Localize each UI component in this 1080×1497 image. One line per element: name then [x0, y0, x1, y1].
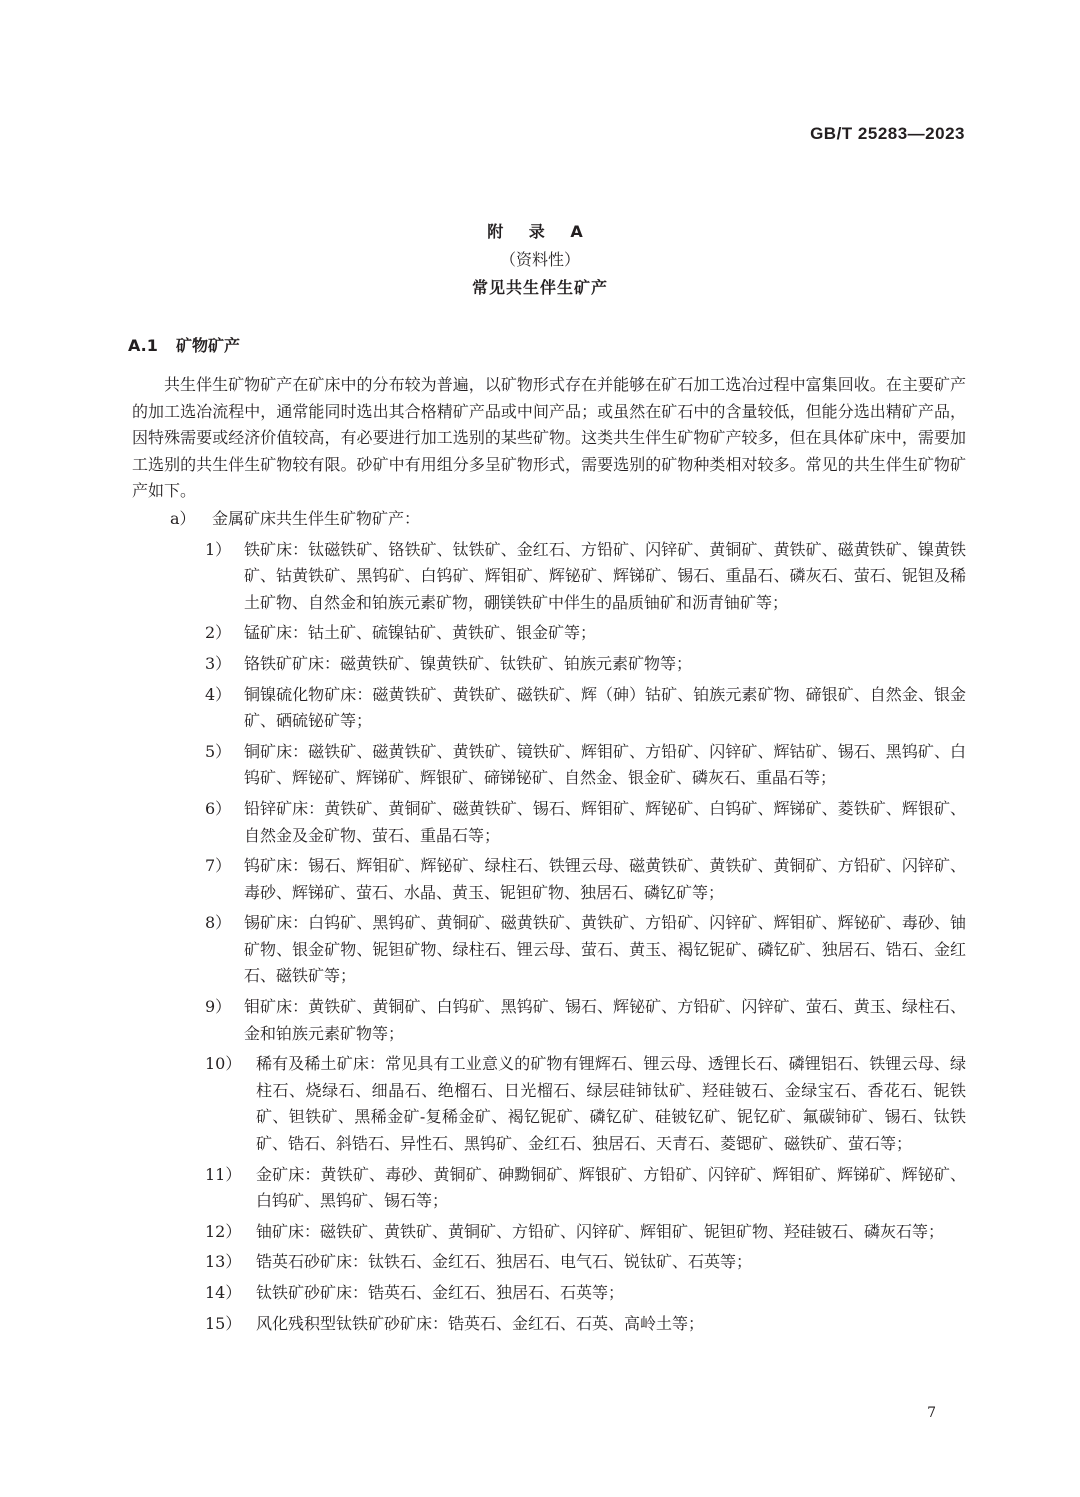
list-item-marker: 12）	[205, 1221, 242, 1241]
list-item-marker: 4）	[205, 684, 232, 704]
list-item-text: 稀有及稀土矿床：常见具有工业意义的矿物有锂辉石、锂云母、透锂长石、磷锂铝石、铁锂云母、绿柱石、烧绿石、细晶石、绝榴石、日光榴石、绿层硅铈钛矿、羟硅铍石、金绿宝石、香花石、铌铁矿、钽铁矿、黑稀金矿-复稀金矿、褐钇铌矿、磷钇矿、硅铍钇矿、铌钇矿、氟碳铈矿、锡石、钛铁矿、锆石、斜锆石、异性石、黑钨矿、金红石、独居石、天青石、菱锶矿、磁铁矿、萤石等；	[256, 1054, 966, 1154]
annex-title-block	[0, 218, 1080, 302]
list-item-text: 钛铁矿砂矿床：锆英石、金红石、独居石、石英等；	[256, 1283, 625, 1302]
list-item	[132, 796, 966, 849]
list-item-marker: 3）	[205, 653, 232, 673]
list-item-text: 金矿床：黄铁矿、毒砂、黄铜矿、砷黝铜矿、辉银矿、方铅矿、闪锌矿、辉钼矿、辉锑矿、辉铋矿、白钨矿、黑钨矿、锡石等；	[256, 1164, 966, 1211]
annex-main-title: 常见共生伴生矿产	[471, 278, 608, 297]
list-item	[132, 853, 966, 906]
list-item-marker: 5）	[205, 741, 232, 761]
list-item-marker: 15）	[205, 1313, 242, 1333]
list-item	[132, 1219, 966, 1246]
list-item-marker: 13）	[205, 1252, 242, 1272]
list-item-text: 铬铁矿矿床：磁黄铁矿、镍黄铁矿、钛铁矿、铂族元素矿物等；	[244, 653, 693, 673]
list-a-label: 金属矿床共生伴生矿物矿产：	[212, 508, 421, 528]
list-item-marker: 1）	[205, 539, 232, 559]
list-item-text: 钼矿床：黄铁矿、黄铜矿、白钨矿、黑钨矿、锡石、辉铋矿、方铅矿、闪锌矿、萤石、黄玉、绿柱石、金和铂族元素矿物等；	[244, 997, 966, 1043]
section-title: 矿物矿产	[176, 336, 241, 355]
list-item-marker: 8）	[205, 913, 232, 933]
list-item-text: 铁矿床：钛磁铁矿、铬铁矿、钛铁矿、金红石、方铅矿、闪锌矿、黄铜矿、黄铁矿、磁黄铁矿、镍黄铁矿、钴黄铁矿、黑钨矿、白钨矿、辉钼矿、辉铋矿、辉锑矿、锡石、重晶石、磷灰石、萤石、铌钽及稀土矿物、自然金和铂族元素矿物，硼镁铁矿中伴生的晶质铀矿和沥青铀矿等；	[244, 539, 966, 612]
list-item-marker: 6）	[205, 798, 232, 818]
list-item-marker: 7）	[205, 856, 232, 876]
annex-nature: （资料性）	[499, 250, 580, 269]
list-item	[132, 620, 966, 647]
list-item	[132, 1311, 966, 1338]
list-item-marker: 14）	[205, 1283, 242, 1302]
list-item-text: 风化残积型钛铁矿砂矿床：锆英石、金红石、石英、高岭土等；	[256, 1313, 705, 1333]
list-item	[132, 1162, 966, 1215]
list-item-text: 铜矿床：磁铁矿、磁黄铁矿、黄铁矿、镜铁矿、辉钼矿、方铅矿、闪锌矿、辉钴矿、锡石、黑钨矿、白钨矿、辉铋矿、辉锑矿、辉银矿、碲锑铋矿、自然金、银金矿、磷灰石、重晶石等；	[244, 741, 966, 788]
list-item	[132, 994, 966, 1047]
list-item-text: 铀矿床：磁铁矿、黄铁矿、黄铜矿、方铅矿、闪锌矿、辉钼矿、铌钽矿物、羟硅铍石、磷灰石等；	[256, 1221, 945, 1241]
list-item-text: 铅锌矿床：黄铁矿、黄铜矿、磁黄铁矿、锡石、辉钼矿、辉铋矿、白钨矿、辉锑矿、菱铁矿、辉银矿、自然金及金矿物、萤石、重晶石等；	[244, 798, 966, 845]
list-item	[132, 1280, 966, 1307]
list-item-text: 锆英石砂矿床：钛铁石、金红石、独居石、电气石、锐钛矿、石英等；	[256, 1252, 753, 1272]
list-item	[132, 1051, 966, 1157]
list-item	[132, 537, 966, 617]
list-a-marker: a）	[170, 508, 196, 528]
list-item	[132, 682, 966, 735]
list-item-text: 锡矿床：白钨矿、黑钨矿、黄铜矿、磁黄铁矿、黄铁矿、方铅矿、闪锌矿、辉钼矿、辉铋矿、毒砂、铀矿物、银金矿物、铌钽矿物、绿柱石、锂云母、萤石、黄玉、褐钇铌矿、磷钇矿、独居石、锆石、金红石、磁铁矿等；	[244, 913, 966, 986]
list-item-marker: 10）	[205, 1054, 242, 1074]
list-item	[132, 910, 966, 990]
standard-number: GB/T 25283—2023	[810, 124, 965, 143]
section-content	[132, 372, 966, 1337]
list-a-heading	[132, 506, 966, 533]
section-heading	[128, 333, 240, 356]
list-item	[132, 651, 966, 678]
intro-paragraph: 共生伴生矿物矿产在矿床中的分布较为普遍，以矿物形式存在并能够在矿石加工选冶过程中富集回收。在主要矿产的加工选冶流程中，通常能同时选出其合格精矿产品或中间产品；或虽然在矿石中的含量较低，但能分选出精矿产品，因特殊需要或经济价值较高，有必要进行加工选别的某些矿物。这类共生伴生矿物矿产较多，但在具体矿床中，需要加工选别的共生伴生矿物较有限。砂矿中有用组分多呈矿物形式，需要选别的矿物种类相对较多。常见的共生伴生矿物矿产如下。	[132, 375, 966, 501]
list-item-text: 钨矿床：锡石、辉钼矿、辉铋矿、绿柱石、铁锂云母、磁黄铁矿、黄铁矿、黄铜矿、方铅矿、闪锌矿、毒砂、辉锑矿、萤石、水晶、黄玉、铌钽矿物、独居石、磷钇矿等；	[244, 856, 966, 902]
list-item-marker: 11）	[205, 1164, 242, 1184]
list-item	[132, 1249, 966, 1276]
list-a	[132, 506, 966, 1337]
section-number: A.1	[128, 336, 158, 355]
list-item-text: 锰矿床：钴土矿、硫镍钴矿、黄铁矿、银金矿等；	[244, 623, 597, 643]
page-number: 7	[927, 1405, 936, 1421]
list-item-marker: 2）	[205, 623, 232, 643]
list-item	[132, 739, 966, 792]
annex-label: 附 录 A	[487, 222, 593, 241]
list-item-marker: 9）	[205, 997, 232, 1017]
list-item-text: 铜镍硫化物矿床：磁黄铁矿、黄铁矿、磁铁矿、辉（砷）钴矿、铂族元素矿物、碲银矿、自然金、银金矿、硒硫铋矿等；	[244, 684, 966, 731]
